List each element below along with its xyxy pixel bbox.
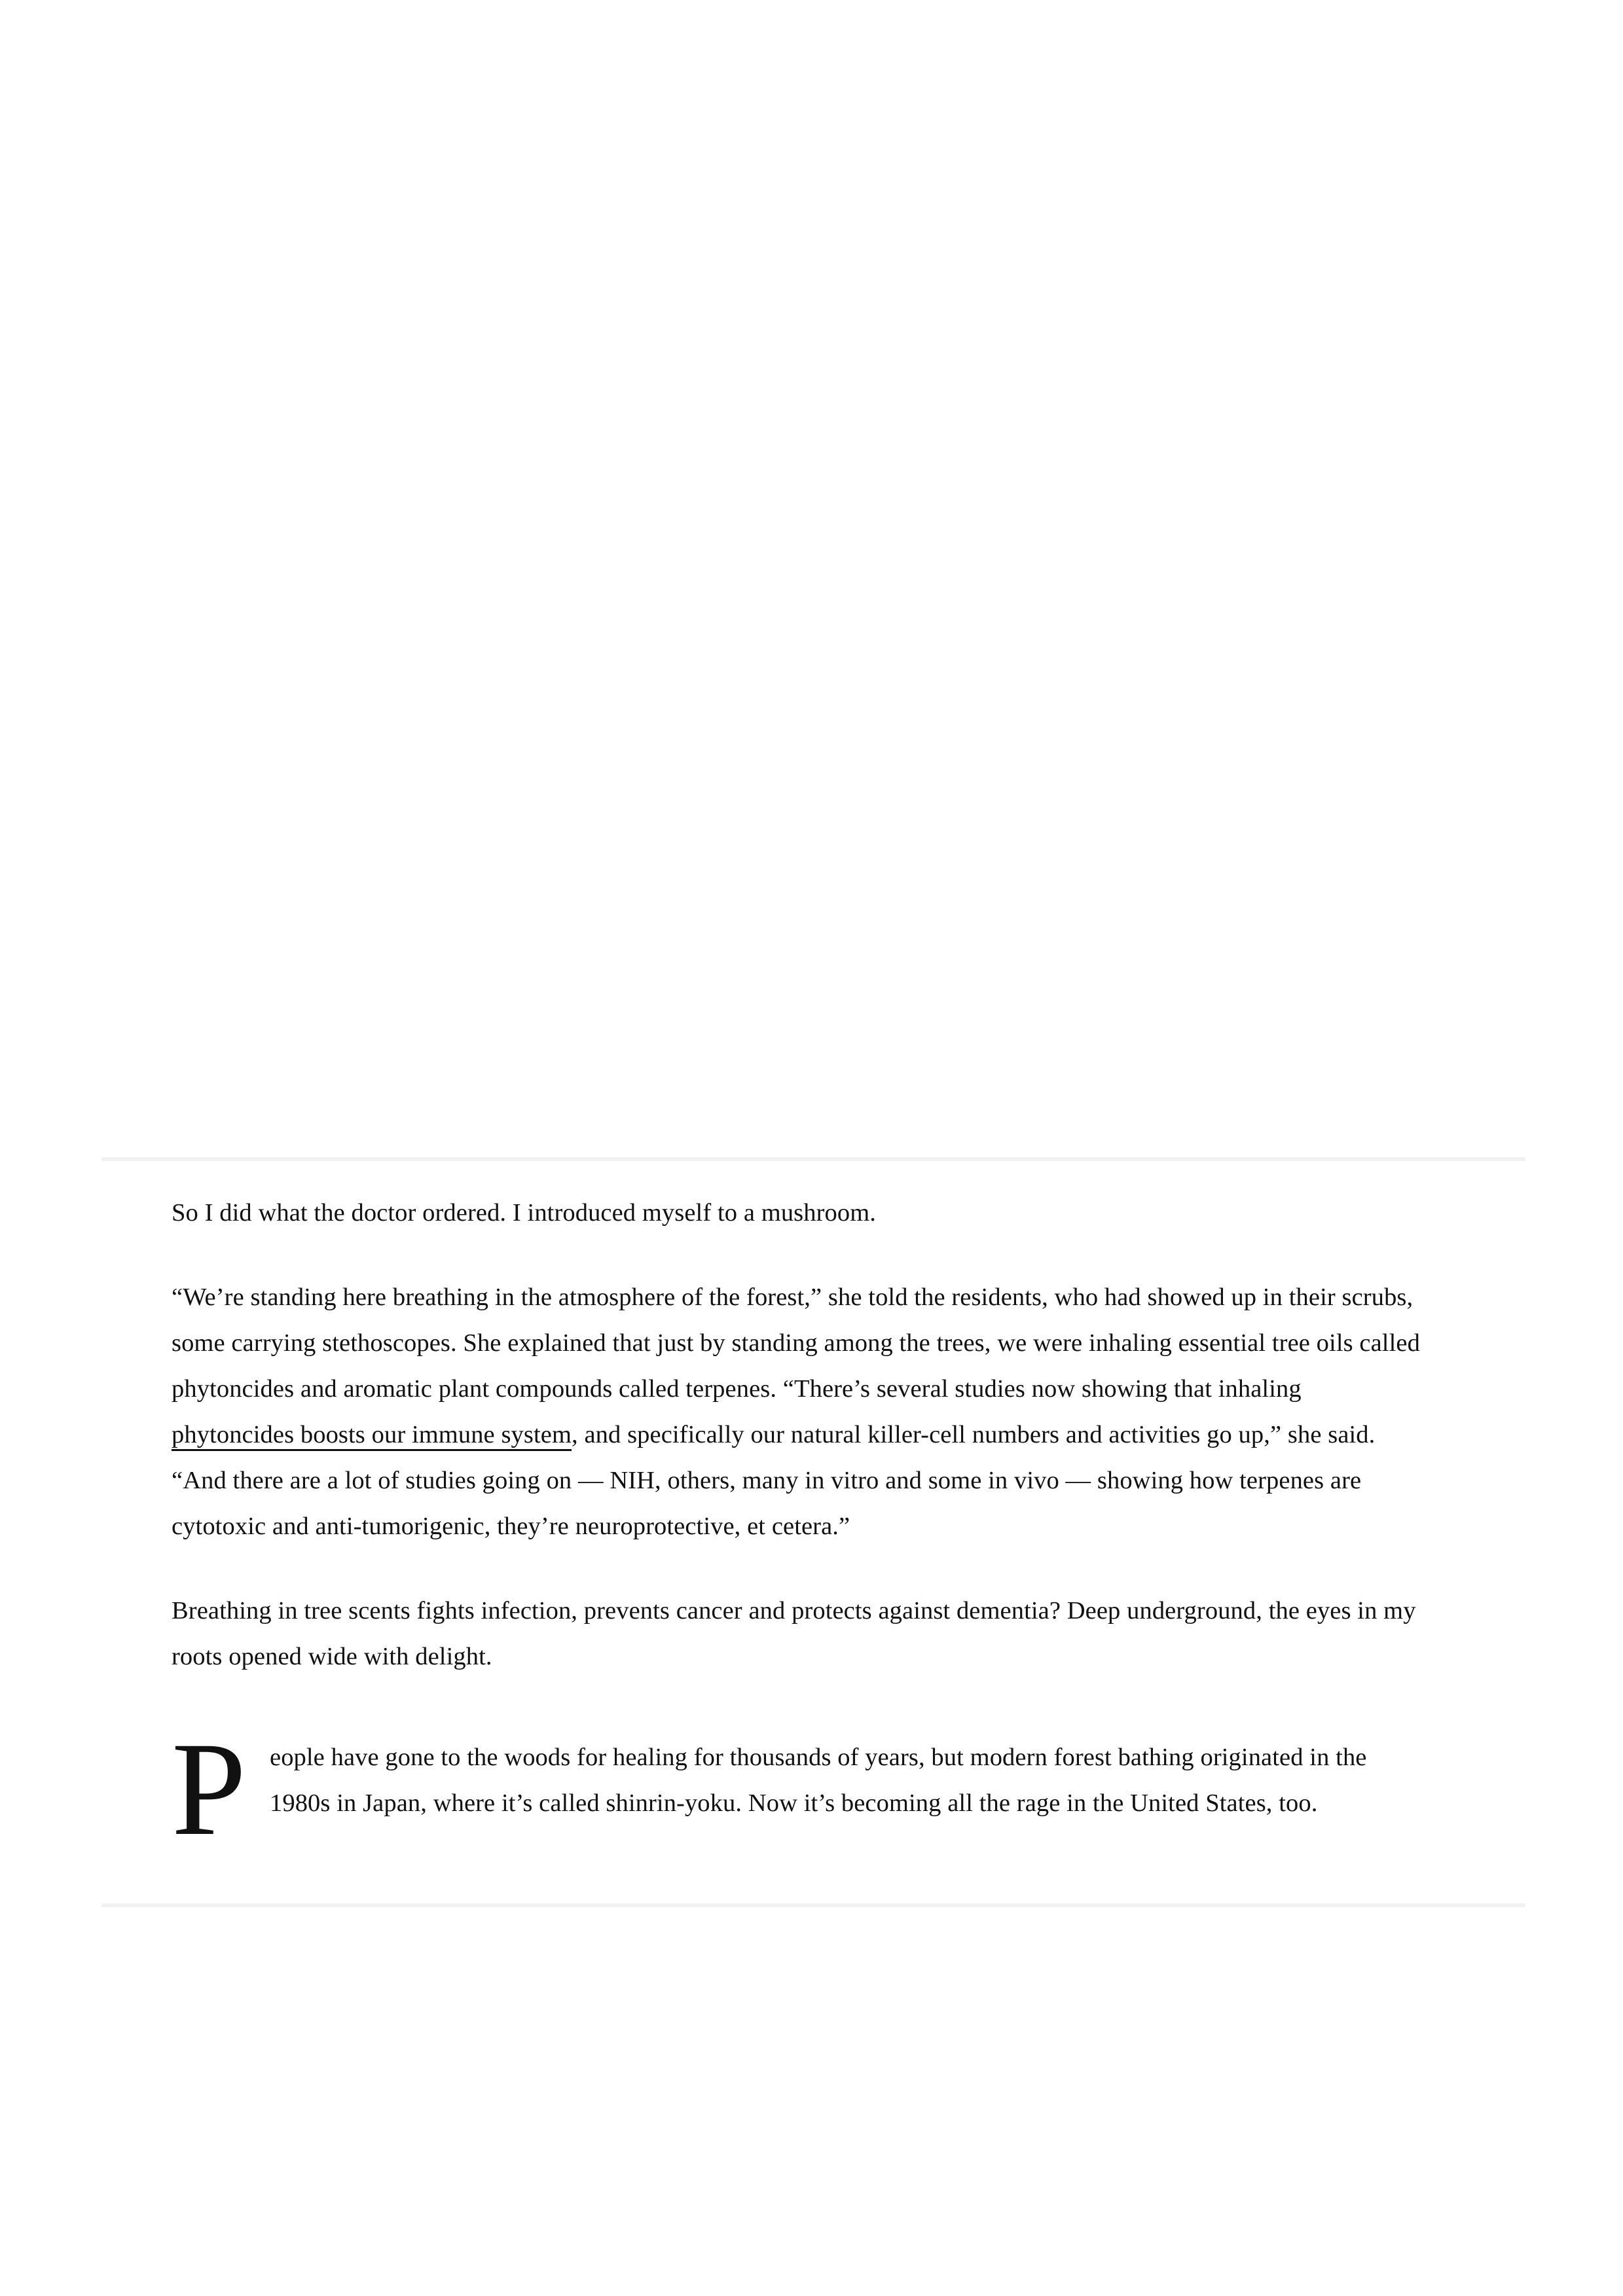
bottom-divider-spacer [101,1826,1525,1907]
bottom-whitespace-region [0,1907,1623,2248]
paragraph-3: Breathing in tree scents fights infection, prevents cancer and protects against dementia? Deep underground, the eyes in my roots opened wide with delight. [172,1597,1416,1670]
paragraph-2-text-before-link: “We’re standing here breathing in the atmosphere of the forest,” she told the residents, who had showed up in their scrubs, some carrying stethoscopes. She explained that just by standing among the trees, we were inhaling essential tree oils called phytoncides and aromatic plant compounds called terpenes. “There’s several studies now showing that inhaling [172,1283,1420,1403]
article-body [101,1161,1429,1863]
paragraph-4: eople have gone to the woods for healing for thousands of years, but modern forest bathing originated in the 1980s in Japan, where it’s called shinrin-yoku. Now it’s becoming all the rage in the United States, too. [270,1744,1367,1817]
article-container [101,1157,1525,1907]
paragraph-4-dropcap-block [172,1679,1429,1863]
paragraph-2-text-after-link: , and specifically our natural killer-cell numbers and activities go up,” she said. “And there are a lot of studies going on — NIH, others, many in vitro and some in vivo — showing how terpenes are cytotoxic and anti-tumorigenic, they’re neuroprotective, et cetera.” [172,1421,1376,1540]
paragraph-1: So I did what the doctor ordered. I introduced myself to a mushroom. [172,1199,877,1227]
drop-cap-letter: P [172,1715,247,1863]
phytoncides-immune-system-link[interactable]: phytoncides boosts our immune system [172,1421,572,1451]
paragraph-2 [172,1236,1429,1549]
